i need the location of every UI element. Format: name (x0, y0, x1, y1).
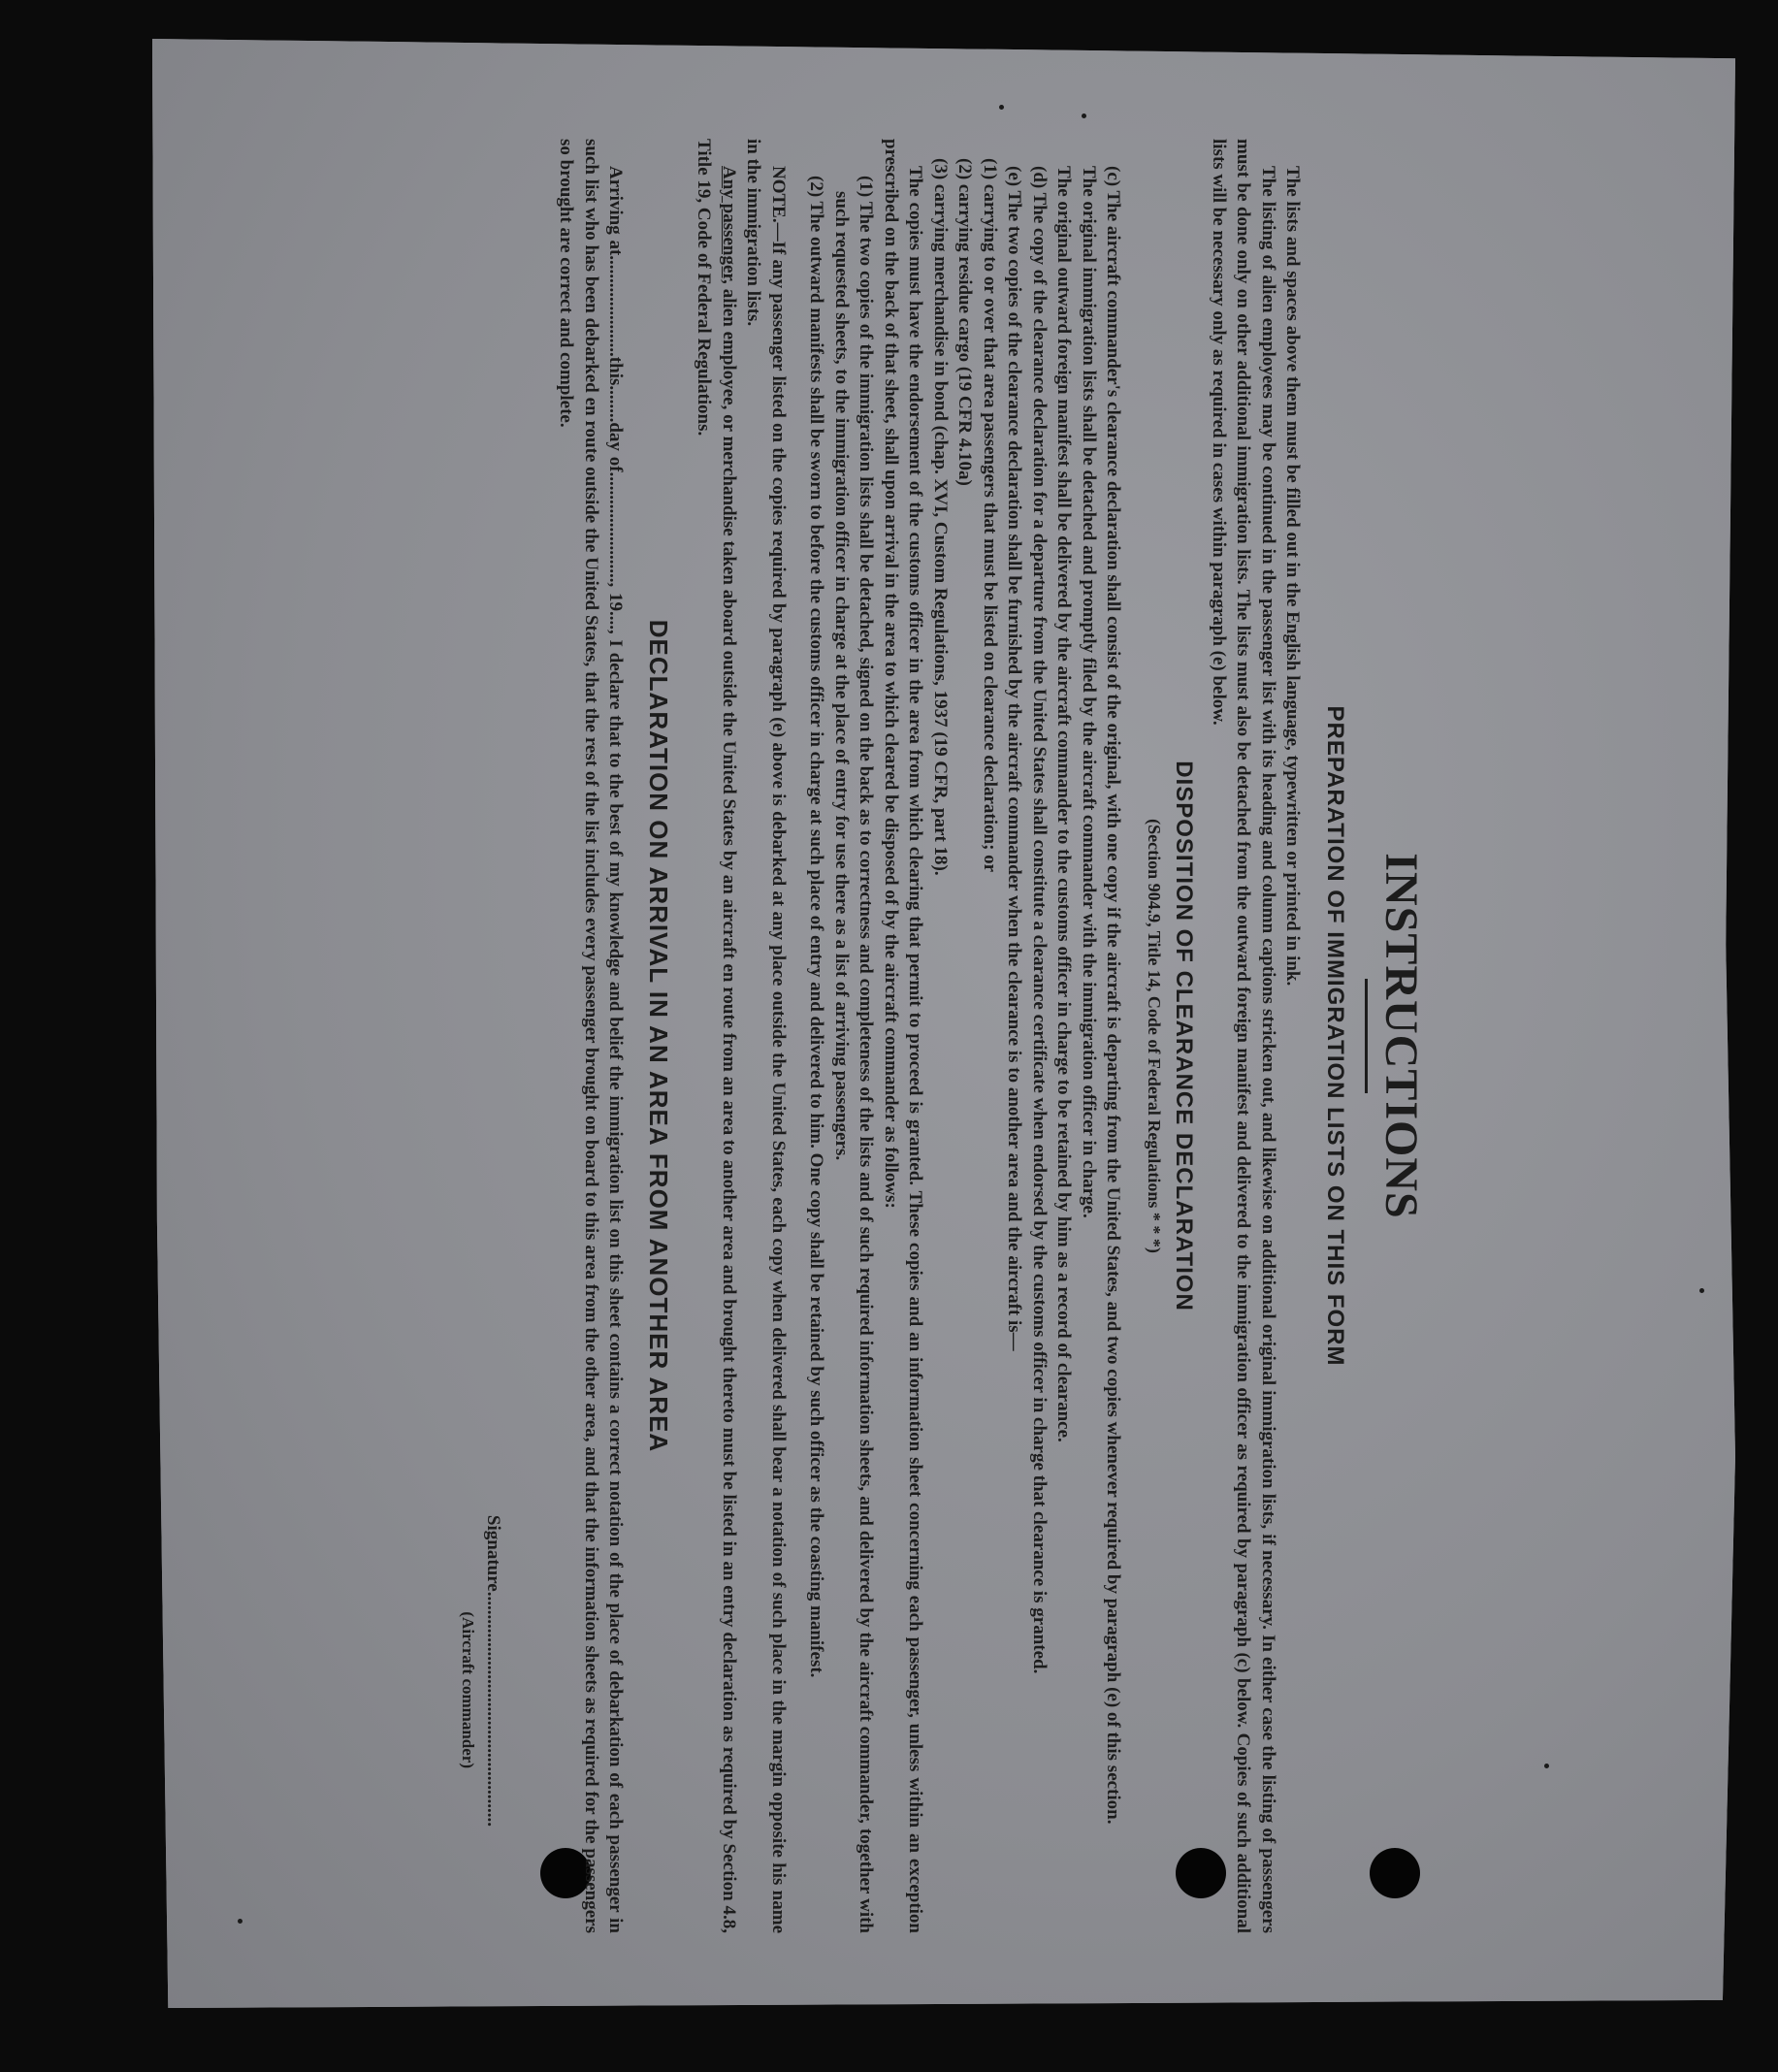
signature-line: Signature................................................... (482, 1514, 503, 1827)
disposition-subheading: (Section 904.9, Title 14, Code of Federal Regulations * * *) (1144, 819, 1164, 1253)
any-passenger-rest: alien employee, or merchandise taken aboard outside the United States by an aircraft en route from an area to another area and brought thereto must be listed in an entry declaration as required by Section 4.8, Title 19, Code of Federal Regulations. (694, 139, 739, 1933)
speck (1544, 1764, 1549, 1768)
paragraph-c-3: The original outward foreign manifest shall be delivered by the aircraft commander to the customs officer in charge to be retained by him as a record of clearance. (1053, 166, 1074, 1442)
preparation-heading: PREPARATION OF IMMIGRATION LISTS ON THIS FORM (1321, 705, 1348, 1367)
note-paragraph: NOTE.—If any passenger listed on the copies required by paragraph (e) above is debarked at any place outside the United States, each copy when delivered shall bear a notation of such place in the margin opposite his name in the immigration lists. (743, 139, 789, 1933)
paragraph-f-1: (1) The two copies of the immigration lists shall be detached, signed on the back as to correctness and completeness of the lists and of such required information sheets, and delivered by the aircraft commander, together with such requested sheets, to the immigration officer in charge at the place of entry for use there as a list of arriving passengers. (830, 176, 876, 1933)
paragraph-c: (c) The aircraft commander's clearance declaration shall consist of the original, with one copy if the aircraft is departing from the United States, and two copies whenever required by paragraph (e) of this section. (1103, 166, 1123, 1825)
preparation-paragraph-1: The lists and spaces above them must be filled out in the English language, typewritten or printed in ink. (1282, 166, 1303, 987)
paragraph-e-2: (2) carrying residue cargo (19 CFR 4.10a) (954, 158, 975, 486)
paragraph-e-1: (1) carrying to or over that area passengers that must be listed on clearance declaration; or (979, 158, 1000, 873)
paragraph-c-2: The original immigration lists shall be detached and promptly filed by the aircraft commander with the immigration officer in charge. (1078, 166, 1099, 1218)
disposition-heading: DISPOSITION OF CLEARANCE DECLARATION (1171, 761, 1197, 1311)
title-underline (1365, 979, 1368, 1093)
page-title: INSTRUCTIONS (1374, 853, 1427, 1219)
speck (238, 1919, 242, 1924)
speck (1082, 113, 1086, 118)
any-passenger-lead: Any passenger, (718, 166, 739, 284)
instructions-text-block (351, 139, 1428, 1933)
paragraph-e-endorsement: The copies must have the endorsement of the customs officer in the area from which clearing that permit to proceed is granted. These copies and an information sheet concerning each passenger, unless within an exception prescribed on the back of that sheet, shall upon arrival in the area to which cleared be disposed of by the aircraft commander as follows: (880, 139, 925, 1933)
paragraph-e-3: (3) carrying merchandise in bond (chap. XVI, Custom Regulations, 1937 (19 CFR, part 18). (929, 158, 951, 876)
any-passenger-paragraph (692, 139, 741, 1933)
paragraph-d: (d) The copy of the clearance declaration for a departure from the United States shall constitute a clearance certificate when endorsed by the customs officer in charge that clearance is granted. (1028, 166, 1050, 1674)
speck (999, 105, 1004, 110)
paragraph-e: (e) The two copies of the clearance declaration shall be furnished by the aircraft commander when the clearance is to another area and the aircraft is— (1004, 166, 1024, 1351)
preparation-paragraph-2: The listing of alien employees may be continued in the passenger list with its heading and column captions stricken out, and likewise on additional original immigration lists, if necessary. In either case the listing of passengers must be done only on other additional immigration lists. The lists must also be detached from the outward foreign manifest and delivered to the immigration officer as required by paragraph (c) below. Copies of such additional lists will be necessary only as required in cases within paragraph (e) below. (1208, 139, 1278, 1933)
declaration-text: Arriving at......................this........day of........................, 19...., I declare that to the best of my knowledge and belief the immigration list on this sheet contains a correct notation of the place of debarkation of each passenger in such list who has been debarked en route outside the United States, that the rest of the list includes every passenger brought on board to this area from the other area, and that the information sheets as required for the passengers so brought are correct and complete. (556, 139, 626, 1933)
declaration-heading: DECLARATION ON ARRIVAL IN AN AREA FROM ANOTHER AREA (643, 619, 673, 1453)
paragraph-f-2: (2) The outward manifests shall be sworn to before the customs officer in charge at such place of entry and delivered to him. One copy shall be retained by such officer as the coasting manifest. (806, 176, 826, 1678)
signature-caption: (Aircraft commander) (459, 1611, 477, 1768)
speck (1699, 1288, 1704, 1293)
